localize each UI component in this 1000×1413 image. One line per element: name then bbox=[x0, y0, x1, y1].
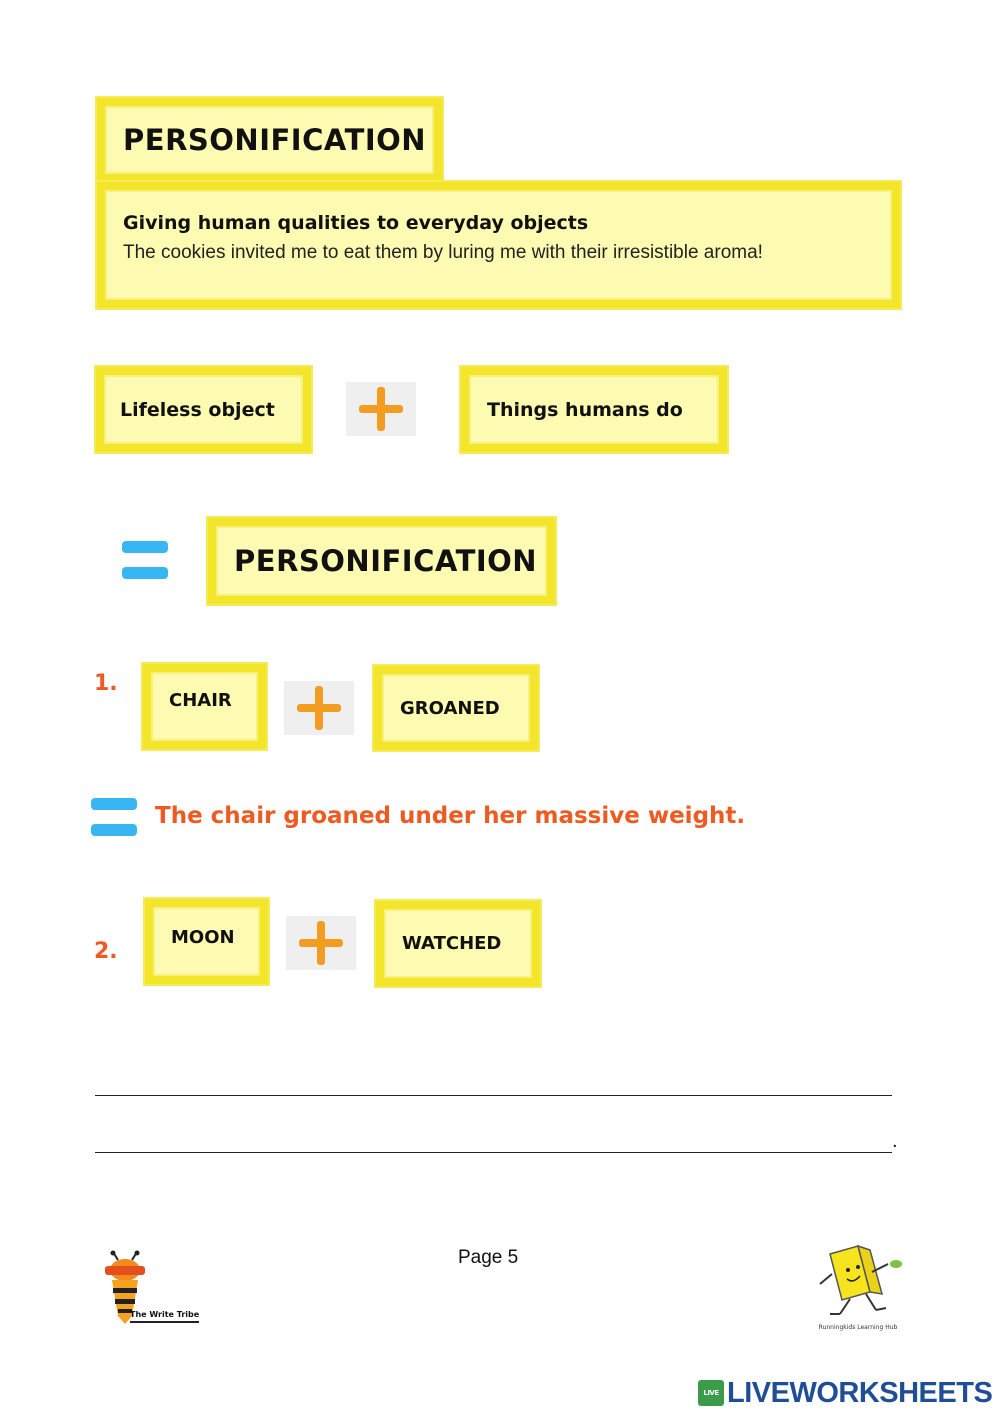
exercise-1-answer: The chair groaned under her massive weight. bbox=[155, 803, 746, 829]
exercise-2-object-box bbox=[145, 899, 268, 984]
exercise-1-action-box bbox=[374, 666, 538, 750]
runningkids-logo bbox=[812, 1244, 904, 1344]
watermark-text: LIVEWORKSHEETS bbox=[727, 1376, 993, 1409]
live-badge-icon: LIVE bbox=[698, 1380, 724, 1406]
exercise-2-action: WATCHED bbox=[402, 933, 502, 954]
page-number: Page 5 bbox=[458, 1247, 519, 1268]
exercise-2-number: 2. bbox=[94, 939, 118, 964]
result-label: PERSONIFICATION bbox=[234, 544, 538, 578]
write-tribe-logo-text: The Write Tribe bbox=[130, 1310, 199, 1323]
exercise-1-object: CHAIR bbox=[169, 690, 232, 711]
lifeless-object-box bbox=[96, 367, 311, 452]
answer-line-1[interactable] bbox=[95, 1095, 892, 1096]
exercise-2-object: MOON bbox=[171, 927, 235, 948]
equals-icon bbox=[91, 798, 137, 838]
exercise-1-number: 1. bbox=[94, 671, 118, 696]
equals-icon bbox=[122, 541, 168, 581]
lifeless-object-label: Lifeless object bbox=[120, 398, 275, 421]
definition-box bbox=[97, 182, 900, 308]
things-humans-do-label: Things humans do bbox=[487, 398, 683, 421]
runningkids-logo-text: Runningkids Learning Hub bbox=[818, 1324, 898, 1331]
answer-line-2[interactable] bbox=[95, 1152, 892, 1153]
plus-icon bbox=[286, 916, 356, 970]
definition-example: The cookies invited me to eat them by luring me with their irresistible aroma! bbox=[123, 242, 763, 263]
exercise-2-action-box bbox=[376, 901, 540, 986]
things-humans-do-box bbox=[461, 367, 727, 452]
plus-icon bbox=[346, 382, 416, 436]
write-tribe-logo bbox=[96, 1250, 208, 1328]
answer-line-end: . bbox=[892, 1130, 898, 1152]
title-box bbox=[97, 98, 442, 182]
plus-icon bbox=[284, 681, 354, 735]
result-box bbox=[208, 518, 555, 604]
exercise-1-object-box bbox=[143, 664, 266, 749]
exercise-1-action: GROANED bbox=[400, 697, 500, 719]
liveworksheets-watermark bbox=[698, 1377, 992, 1409]
page-title: PERSONIFICATION bbox=[123, 123, 427, 157]
definition-subtitle: Giving human qualities to everyday objects bbox=[123, 212, 589, 234]
